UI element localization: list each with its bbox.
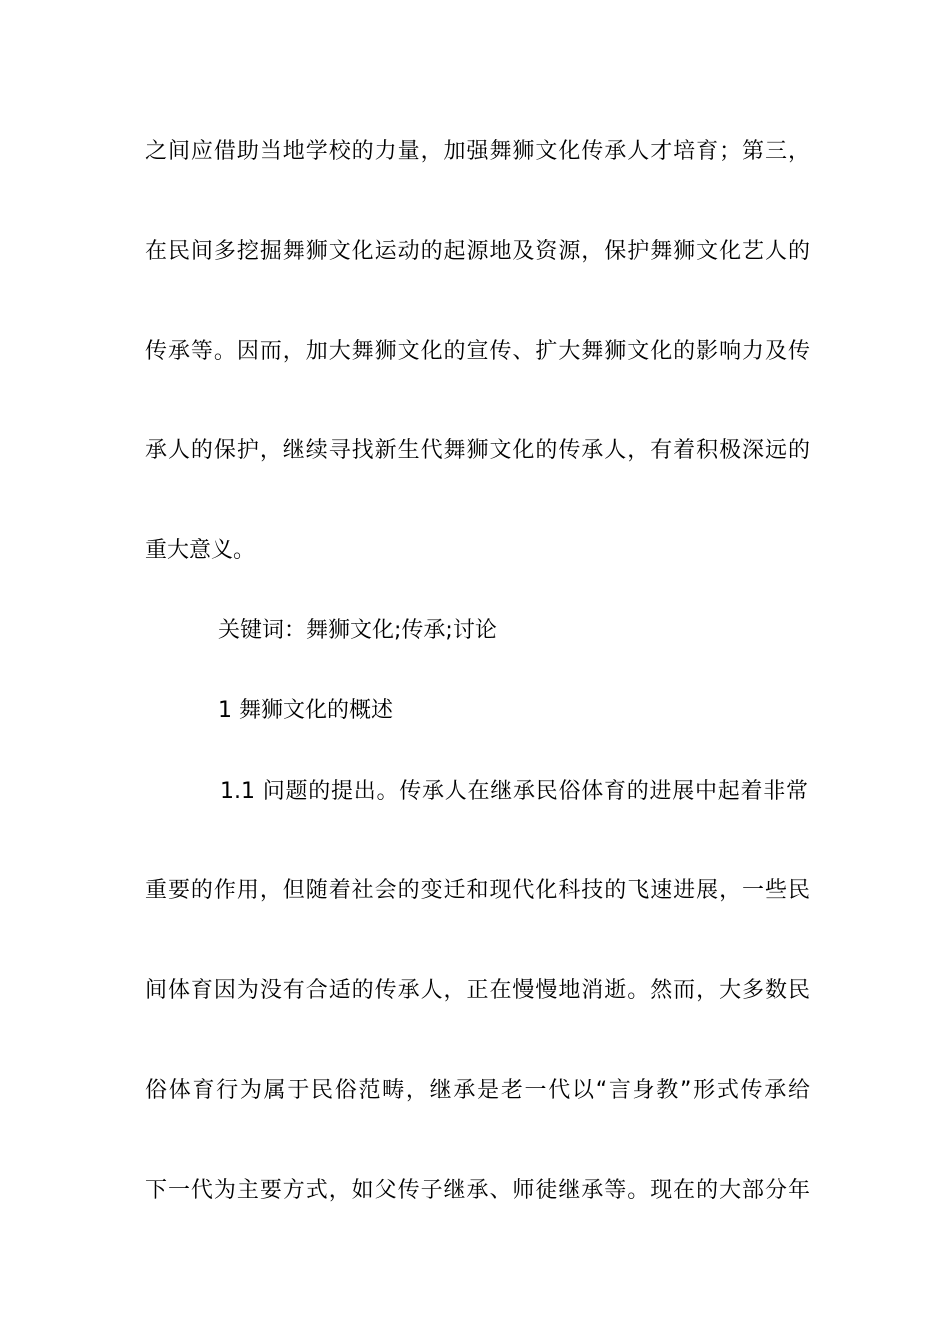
paragraph-1-line-5: 重大意义。 [145,538,256,563]
keywords-line: 关键词：舞狮文化;传承;讨论 [218,618,497,643]
paragraph-1-line-3: 传承等。因而，加大舞狮文化的宣传、扩大舞狮文化的影响力及传 [145,339,810,364]
paragraph-2-line-5: 下一代为主要方式，如父传子继承、师徒继承等。现在的大部分年 [145,1178,810,1203]
paragraph-1-line-4: 承人的保护，继续寻找新生代舞狮文化的传承人，有着积极深远的 [145,438,810,463]
section-heading: 1 舞狮文化的概述 [218,698,393,723]
paragraph-2-line-4: 俗体育行为属于民俗范畴，继承是老一代以“言身教”形式传承给 [145,1078,810,1103]
paragraph-1-line-1: 之间应借助当地学校的力量，加强舞狮文化传承人才培育；第三， [145,139,810,164]
paragraph-2-line-1: 1.1 问题的提出。传承人在继承民俗体育的进展中起着非常 [220,779,808,804]
paragraph-2-line-2: 重要的作用，但随着社会的变迁和现代化科技的飞速进展，一些民 [145,878,810,903]
paragraph-2-line-3: 间体育因为没有合适的传承人，正在慢慢地消逝。然而，大多数民 [145,978,810,1003]
paragraph-1-line-2: 在民间多挖掘舞狮文化运动的起源地及资源，保护舞狮文化艺人的 [145,239,810,264]
